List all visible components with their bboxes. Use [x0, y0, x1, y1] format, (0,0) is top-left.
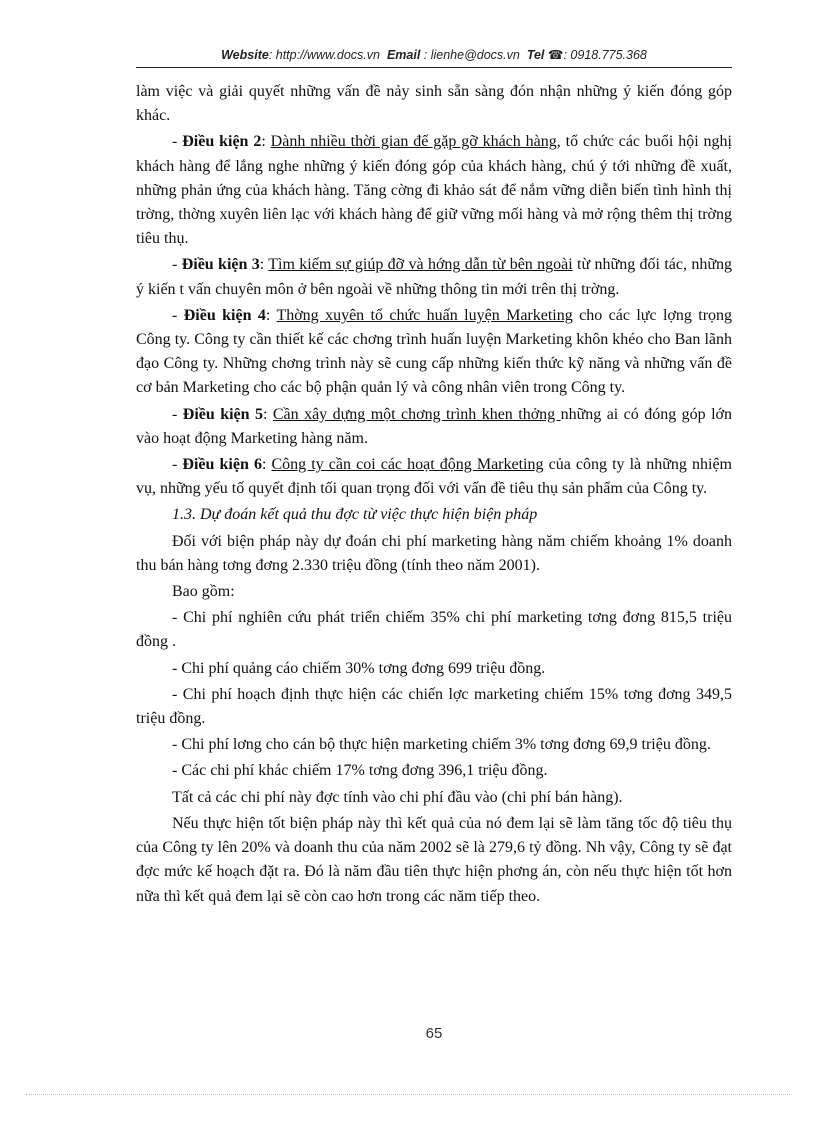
cost-item-planning: - Chi phí hoạch định thực hiện các chiến lợc marketing chiếm 15% tơng đơng 349,5 triệu đồng.	[136, 685, 732, 728]
condition-5-label: Điều kiện 5	[182, 405, 263, 423]
cost-item-advertising: - Chi phí quảng cáo chiếm 30% tơng đơng 699 triệu đồng.	[172, 659, 546, 677]
condition-2-label: Điều kiện 2	[182, 133, 262, 151]
cost-item-other: - Các chi phí khác chiếm 17% tơng đơng 396,1 triệu đồng.	[172, 762, 548, 780]
website-url[interactable]: : http://www.docs.vn	[268, 48, 380, 62]
condition-2-title: Dành nhiều thời gian để gặp gỡ khách hàng	[270, 133, 557, 151]
includes-label: Bao gồm:	[172, 583, 235, 601]
section-heading: 1.3. Dự đoán kết quả thu đợc từ việc thực hiện biện pháp	[172, 506, 538, 524]
condition-2: - Điều kiện 2: Dành nhiều thời gian để gặp gỡ khách hàng, tổ chức các buổi hội nghị khách hàng để lắng nghe những ý kiến đóng góp của khách hàng, chú ý tới những đề xuất, những phản ứng của khách hàng. Tăng cờng đi khảo sát để nắm vững diễn biến tình hình thị trờng, thờng xuyên liên lạc với khách hàng để giữ vững mối hàng và mở rộng thêm thị trờng tiêu thụ.	[136, 133, 733, 248]
condition-6-text: của công ty là những nhiệm vụ, những yếu tố quyết định tối quan trọng đối với vấn đề tiêu thụ sản phẩm của Công ty.	[136, 456, 733, 498]
email-label: Email	[386, 48, 421, 62]
condition-6-title: Công ty cần coi các hoạt động Marketing	[271, 456, 544, 474]
cost-item-salary: - Chi phí lơng cho cán bộ thực hiện marketing chiếm 3% tơng đơng 69,9 triệu đồng.	[172, 736, 711, 754]
condition-3: - Điều kiện 3: Tìm kiếm sự giúp đỡ và hớng dẫn từ bên ngoài từ những đối tác, những ý kiến t vấn chuyên môn ở bên ngoài về những thông tin mới trên thị trờng.	[136, 256, 733, 298]
condition-5-text: những ai có đóng góp lớn vào hoạt động Marketing hàng năm.	[136, 405, 732, 447]
cost-item-research: - Chi phí nghiên cứu phát triển chiếm 35% chi phí marketing tơng đơng 815,5 triệu đồng .	[136, 609, 732, 651]
condition-4-title: Thờng xuyên tổ chức huấn luyện Marketing	[276, 306, 573, 324]
condition-2-text: , tổ chức các buổi hội nghị khách hàng để lắng nghe những ý kiến đóng góp của khách hàng, chú ý tới những đề xuất, những phản ứng của khách hàng. Tăng cờng đi khảo sát để nắm vững diễn biến tình hình thị trờng, thờng xuyên liên lạc với khách hàng để giữ vững mối hàng và mở rộng thêm thị trờng tiêu thụ.	[136, 133, 733, 248]
website-label: Website	[221, 48, 269, 62]
condition-5: - Điều kiện 5: Cần xây dựng một chơng trình khen thởng những ai có đóng góp lớn vào hoạt động Marketing hàng năm.	[136, 405, 732, 447]
tel-label: Tel	[526, 48, 545, 62]
forecast-paragraph: Đối với biện pháp này dự đoán chi phí marketing hàng năm chiếm khoảng 1% doanh thu bán hàng tơng đơng 2.330 triệu đồng (tính theo năm 2001).	[136, 532, 732, 574]
cost-summary: Tất cả các chi phí này đợc tính vào chi phí đầu vào (chi phí bán hàng).	[172, 788, 623, 806]
condition-4: - Điều kiện 4: Thờng xuyên tổ chức huấn luyện Marketing cho các lực lợng trọng Công ty. Công ty cần thiết kế các chơng trình huấn luyện Marketing khôn khéo cho Ban lãnh đạo Công ty. Những chơng trình này sẽ cung cấp những kiến thức kỹ năng và những vấn đề cơ bản Marketing cho các bộ phận quản lý và công nhân viên trong Công ty.	[136, 306, 733, 397]
condition-6: - Điều kiện 6: Công ty cần coi các hoạt động Marketing của công ty là những nhiệm vụ, những yếu tố quyết định tối quan trọng đối với vấn đề tiêu thụ sản phẩm của Công ty.	[136, 456, 733, 498]
condition-3-title: Tìm kiếm sự giúp đỡ và hớng dẫn từ bên ngoài	[268, 256, 573, 274]
condition-4-label: Điều kiện 4	[183, 306, 266, 324]
page-number: 65	[425, 1025, 443, 1042]
condition-3-label: Điều kiện 3	[181, 256, 260, 274]
footer-divider	[26, 1094, 790, 1095]
email-address[interactable]: : lienhe@docs.vn	[423, 48, 520, 62]
document-body	[136, 80, 732, 909]
condition-6-label: Điều kiện 6	[182, 456, 262, 474]
result-paragraph: Nếu thực hiện tốt biện pháp này thì kết quả của nó đem lại sẽ làm tăng tốc độ tiêu thụ của Công ty lên 20% và doanh thu của năm 2002 sẽ là 279,6 tỷ đồng. Nh vậy, Công ty sẽ đạt đợc mức kế hoạch đặt ra. Đó là năm đầu tiên thực hiện phơng án, còn nếu thực hiện tốt hơn nữa thì kết quả đem lại sẽ còn cao hơn trong các năm tiếp theo.	[136, 814, 732, 905]
tel-number: ☎: 0918.775.368	[547, 48, 647, 62]
condition-5-title: Cần xây dựng một chơng trình khen thởng	[272, 405, 561, 423]
condition-4-text: cho các lực lợng trọng Công ty. Công ty cần thiết kế các chơng trình huấn luyện Marketing khôn khéo cho Ban lãnh đạo Công ty. Những chơng trình này sẽ cung cấp những kiến thức kỹ năng và những vấn đề cơ bản Marketing cho các bộ phận quản lý và công nhân viên trong Công ty.	[136, 306, 733, 397]
paragraph-continuation: làm việc và giải quyết những vấn đề nảy sinh sẵn sàng đón nhận những ý kiến đóng góp khác.	[136, 83, 732, 125]
header-divider	[136, 67, 732, 68]
page-header	[136, 47, 732, 67]
condition-3-text: từ những đối tác, những ý kiến t vấn chuyên môn ở bên ngoài về những thông tin mới trên thị trờng.	[136, 256, 733, 298]
